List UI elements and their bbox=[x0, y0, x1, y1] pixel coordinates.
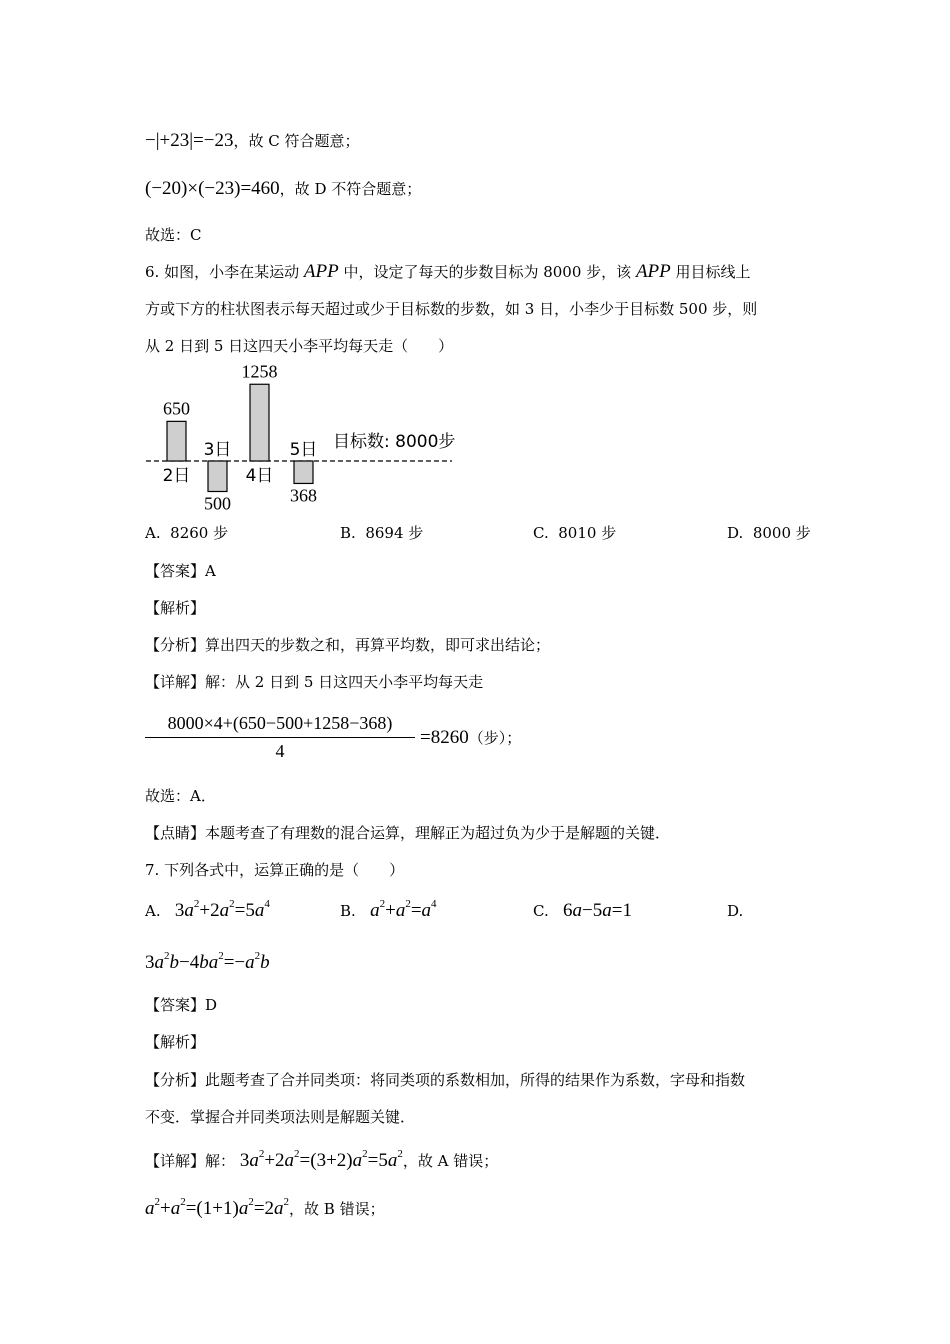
q6-answer: 【答案】A bbox=[145, 562, 216, 580]
app-term: APP bbox=[303, 261, 339, 282]
q6-option-a: A. 8260 步 bbox=[145, 524, 229, 542]
q6-choice: 故选：A． bbox=[145, 787, 216, 805]
math-expression: −|+23|=−23 bbox=[145, 130, 234, 151]
category-label: 3日 bbox=[203, 440, 232, 460]
q6-option-c: C. 8010 步 bbox=[533, 524, 617, 542]
q6-comment: 【点睛】本题考查了有理数的混合运算，理解正为超过负为少于是解题的关键． bbox=[145, 824, 671, 842]
option-c-check-line bbox=[145, 130, 359, 152]
q7-detail-a: 【详解】解： $3a^2+2a^2=(3+2)a^2=5a^2$，故 A 错误； bbox=[145, 1148, 499, 1171]
q7-option-a: A. $3a^2+2a^2=5a^4$ bbox=[145, 898, 270, 921]
q7-option-d: $3a^2b-4ba^2=-a^2b$ bbox=[145, 950, 270, 973]
bar-4日 bbox=[250, 384, 269, 461]
q6-analysis-title: 【解析】 bbox=[145, 599, 206, 617]
q6-option-b: B. 8694 步 bbox=[340, 524, 424, 542]
text: ，故 C 符合题意； bbox=[233, 132, 360, 150]
q6-stem-line-3: 从 2 日到 5 日这四天小李平均每天走（ ） bbox=[145, 337, 454, 355]
average-fraction bbox=[145, 712, 415, 762]
q6-stem-line-1: 6. 如图，小李在某运动 APP 中，设定了每天的步数目标为 8000 步，该 APP 用目标线上 bbox=[145, 261, 751, 282]
bar-3日 bbox=[208, 461, 227, 492]
q7-analysis-line-2: 不变．掌握合并同类项法则是解题关键． bbox=[145, 1108, 416, 1126]
value-label: 650 bbox=[163, 398, 190, 419]
q7-option-c: C. 6a−5a=1 bbox=[533, 900, 632, 921]
step-chart bbox=[140, 365, 470, 515]
fraction-denominator: 4 bbox=[275, 741, 285, 761]
bar-2日 bbox=[167, 421, 186, 461]
q7-stem: 7. 下列各式中，运算正确的是（ ） bbox=[145, 861, 405, 879]
q7-detail-b: $a^2+a^2=(1+1)a^2=2a^2$，故 B 错误； bbox=[145, 1196, 385, 1219]
option-d-check-line bbox=[145, 178, 421, 200]
category-label: 4日 bbox=[245, 466, 274, 486]
category-label: 5日 bbox=[289, 440, 318, 460]
fraction-numerator: 8000×4+(650−500+1258−368) bbox=[167, 713, 393, 733]
previous-choice: 故选：C bbox=[145, 226, 202, 244]
q6-stem-line-2: 方或下方的柱状图表示每天超过或少于目标数的步数，如 3 日，小李少于目标数 500 步，则 bbox=[145, 300, 758, 318]
q7-analysis-line-1: 【分析】此题考查了合并同类项：将同类项的系数相加，所得的结果作为系数，字母和指数 bbox=[145, 1071, 746, 1089]
q6-detail: 【详解】解：从 2 日到 5 日这四天小李平均每天走 bbox=[145, 673, 484, 691]
fraction-result: =8260（步）； bbox=[420, 727, 522, 748]
q7-option-b: B. $a^2+a^2=a^4$ bbox=[340, 898, 437, 921]
app-term: APP bbox=[635, 261, 671, 282]
q7-analysis-title: 【解析】 bbox=[145, 1033, 206, 1051]
value-label: 368 bbox=[290, 485, 317, 506]
q7-option-d-letter: D. bbox=[727, 902, 744, 920]
q6-option-d: D. 8000 步 bbox=[727, 524, 811, 542]
fraction-bar bbox=[145, 737, 415, 738]
target-label: 目标数: 8000步 bbox=[333, 432, 456, 452]
value-label: 500 bbox=[204, 493, 231, 514]
category-label: 2日 bbox=[162, 466, 191, 486]
bar-5日 bbox=[294, 461, 313, 483]
text: ，故 D 不符合题意； bbox=[279, 180, 422, 198]
q7-answer: 【答案】D bbox=[145, 996, 218, 1014]
math-expression: (−20)×(−23)=460 bbox=[145, 178, 280, 199]
value-label: 1258 bbox=[241, 365, 278, 382]
q6-analysis: 【分析】算出四天的步数之和，再算平均数，即可求出结论； bbox=[145, 636, 551, 654]
